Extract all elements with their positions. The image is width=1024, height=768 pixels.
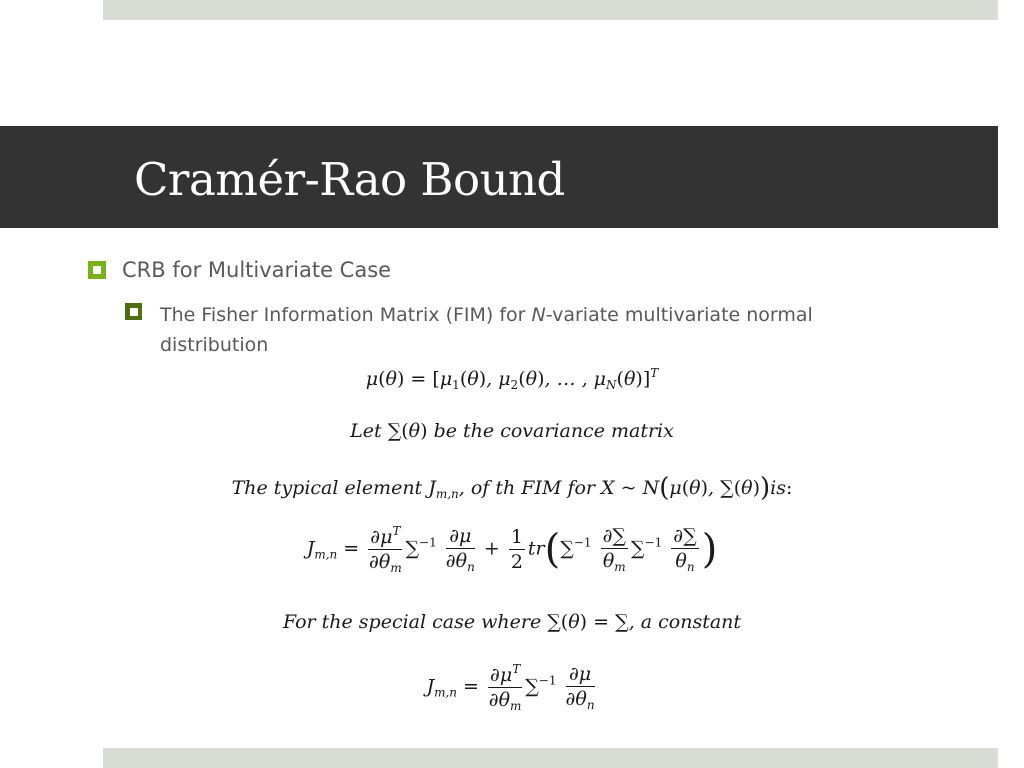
equation-covariance-definition: Let ∑(θ) be the covariance matrix — [350, 420, 674, 442]
bullet-level1 — [88, 258, 391, 282]
square-bullet-icon — [88, 261, 106, 279]
equation-special-case: For the special case where ∑(θ) = ∑, a constant — [282, 611, 742, 633]
top-decor-band — [103, 0, 998, 20]
bullet-level1-text: CRB for Multivariate Case — [122, 258, 392, 282]
slide-title: Cramér-Rao Bound — [134, 153, 565, 206]
equation-mean-vector: $\mu(\theta) = [\mu_1(\theta)$, $\mu_2(\theta)$, … , $\mu_N(\theta)]^T$ — [365, 366, 659, 392]
bullet-level2 — [125, 300, 915, 360]
square-bullet-icon — [125, 303, 142, 320]
equation-fim-constant: $J_{m,n}$ = $\frac{\partial\mu^T}{\partial\theta_m}$ ∑$^{-1}$ $\frac{\partial\mu}{\partial\theta_n}$ — [426, 662, 595, 713]
bullet-level2-text: The Fisher Information Matrix (FIM) for N-variate multivariate normal distribution — [160, 304, 813, 356]
bottom-decor-band — [103, 748, 998, 768]
equation-typical-element: The typical element $J_{m,n}$, of th FIM for X ~ N(μ(θ), ∑(θ))is: — [231, 473, 793, 503]
equation-fim-general: $J_{m,n}$ = $\frac{\partial\mu^T}{\partial\theta_m}$ ∑$^{-1}$ $\frac{\partial\mu}{\partial\theta_n}$ + $\frac{1}{2}$ tr(∑$^{-1}$ $\frac{\partial\sum}{\theta_m}$ ∑$^{-1}$ $\frac{\partial\sum}{\theta_n}$ ) — [306, 524, 718, 575]
